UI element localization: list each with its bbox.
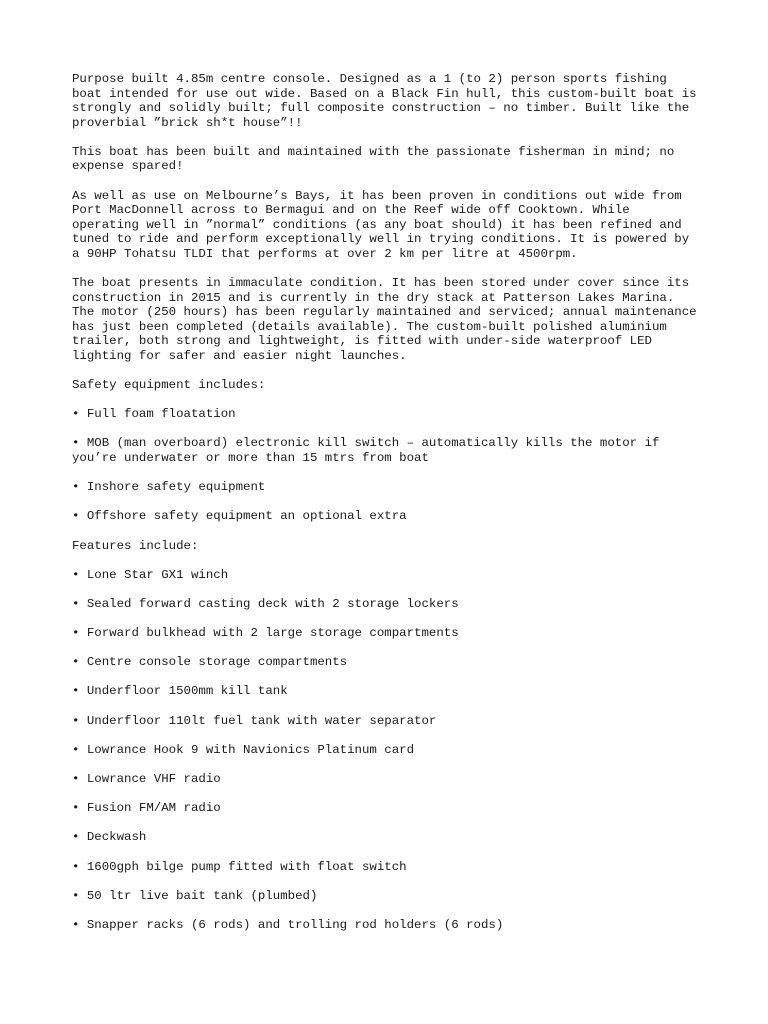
features-list-item: • Lowrance Hook 9 with Navionics Platinum card — [72, 742, 415, 757]
usage-paragraph: As well as use on Melbourne’s Bays, it has been proven in conditions out wide from Port MacDonnell across to Bermagui and on the Reef wide off Cooktown. While operating well in ”normal” conditions (as any boat should) it has been refined and tuned to ride and perform exceptionally well in trying conditions. It is powered by a 90HP Tohatsu TLDI that performs at over 2 km per litre at 4500rpm. — [72, 188, 690, 261]
features-list-item: • Snapper racks (6 rods) and trolling rod holders (6 rods) — [72, 917, 504, 932]
features-list-item: • Centre console storage compartments — [72, 655, 348, 670]
features-list-item: • 1600gph bilge pump fitted with float switch — [72, 859, 407, 874]
features-list-item: • Underfloor 1500mm kill tank — [72, 684, 288, 699]
safety-heading: Safety equipment includes: — [72, 378, 266, 393]
condition-paragraph: The boat presents in immaculate condition. It has been stored under cover since its construction in 2015 and is currently in the dry stack at Patterson Lakes Marina. The motor (250 hours) has been regularly maintained and serviced; annual maintenance has just been completed (details available). The custom-built polished aluminium trailer, both strong and lightweight, is fitted with under-side waterproof LED lighting for safer and easier night launches. — [72, 276, 697, 363]
safety-list-item: • MOB (man overboard) electronic kill switch – automatically kills the motor if you’re underwater or more than 15 mtrs from boat — [72, 436, 660, 465]
features-list-item: • Lowrance VHF radio — [72, 771, 221, 786]
features-list-item: • Lone Star GX1 winch — [72, 567, 229, 582]
intro-paragraph: Purpose built 4.85m centre console. Designed as a 1 (to 2) person sports fishing boat intended for use out wide. Based on a Black Fin hull, this custom-built boat is strongly and solidly built; full composite construction – no timber. Built like the proverbial ”brick sh*t house”!! — [72, 72, 697, 130]
features-heading: Features include: — [72, 538, 199, 553]
features-list-item: • Deckwash — [72, 830, 147, 845]
safety-list-item: • Inshore safety equipment — [72, 480, 266, 495]
safety-list-item: • Full foam floatation — [72, 407, 236, 422]
document-page — [72, 72, 702, 947]
features-list-item: • Fusion FM/AM radio — [72, 801, 221, 816]
safety-list-item: • Offshore safety equipment an optional extra — [72, 509, 407, 524]
features-list-item: • Underfloor 110lt fuel tank with water separator — [72, 713, 437, 728]
maintenance-paragraph: This boat has been built and maintained with the passionate fisherman in mind; no expense spared! — [72, 144, 675, 174]
features-list-item: • Forward bulkhead with 2 large storage compartments — [72, 626, 459, 640]
features-list-item: • 50 ltr live bait tank (plumbed) — [72, 888, 318, 903]
features-list-item: • Sealed forward casting deck with 2 storage lockers — [72, 596, 459, 611]
